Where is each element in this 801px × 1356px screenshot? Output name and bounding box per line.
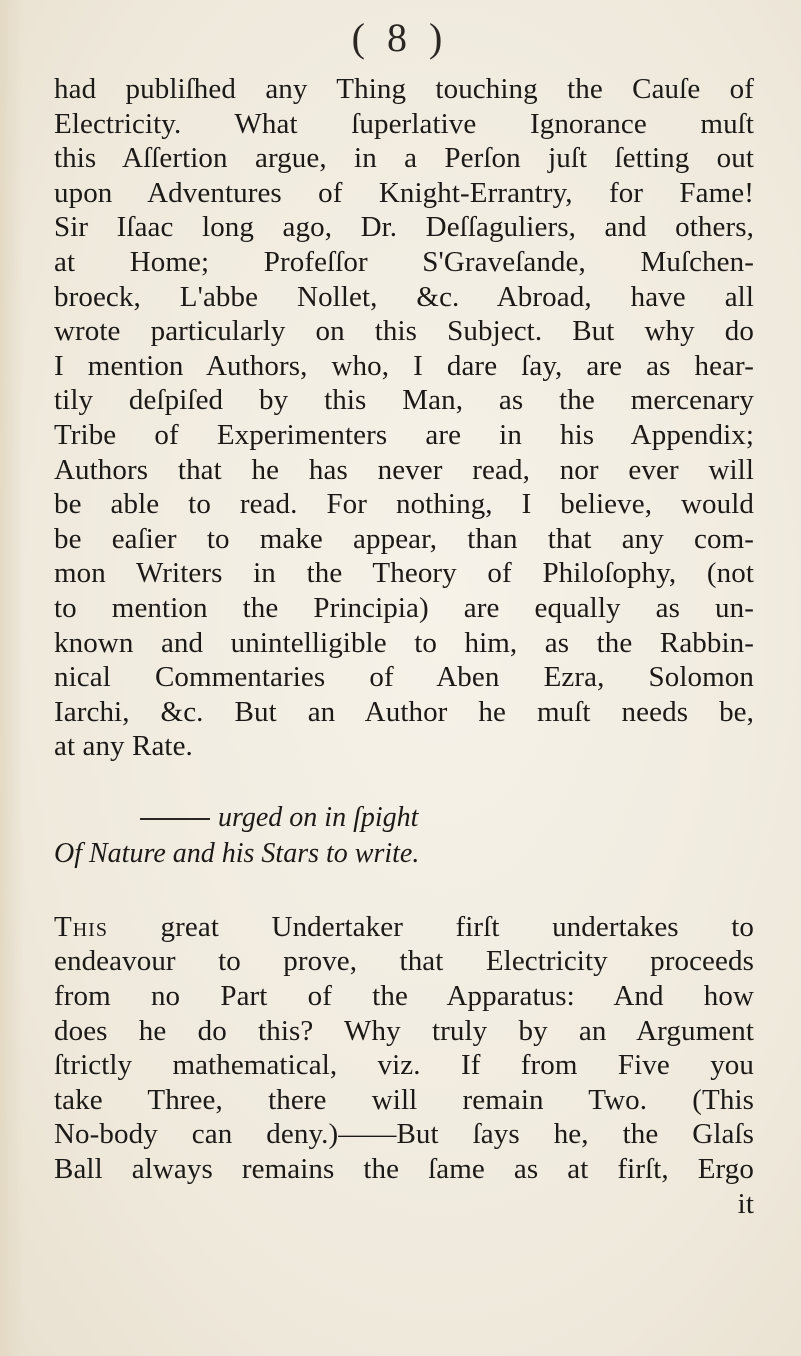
- text-line: Ball always remains the ſame as at firſt, Ergo: [54, 1153, 754, 1186]
- text-line: upon Adventures of Knight-Errantry, for Fame!: [54, 176, 754, 209]
- text-line: ſtrictly mathematical, viz. If from Five you: [54, 1049, 754, 1082]
- page-gutter-shadow: [0, 0, 24, 1356]
- text-line: No-body can deny.)——But ſays he, the Glaſs: [54, 1118, 754, 1151]
- text-line: be eaſier to make appear, than that any com-: [54, 522, 754, 555]
- text-line: to mention the Principia) are equally as un-: [54, 591, 754, 624]
- text-line: tily deſpiſed by this Man, as the mercenary: [54, 384, 754, 417]
- text-line: Sir Iſaac long ago, Dr. Deſſaguliers, and others,: [54, 211, 754, 244]
- text-line: be able to read. For nothing, I believe, would: [54, 488, 754, 521]
- text-line: Tribe of Experimenters are in his Appendix;: [54, 418, 754, 451]
- paragraph-2: [54, 910, 754, 1221]
- text-line: known and unintelligible to him, as the Rabbin-: [54, 626, 754, 659]
- text-line: [54, 910, 754, 945]
- quote-line: Of Nature and his Stars to write.: [54, 837, 420, 869]
- text-line: I mention Authors, who, I dare ſay, are as hear-: [54, 349, 754, 382]
- text-line: from no Part of the Apparatus: And how: [54, 980, 754, 1013]
- text-line: nical Commentaries of Aben Ezra, Solomon: [54, 661, 754, 694]
- opening-word: This: [54, 910, 108, 943]
- text-line: this Aſſertion argue, in a Perſon juſt ſetting out: [54, 142, 754, 175]
- opening-line-rest: great Undertaker firſt undertakes to: [107, 910, 754, 943]
- quote-line: [54, 800, 754, 836]
- page-body: [54, 72, 754, 1221]
- text-line: at any Rate.: [54, 730, 193, 763]
- text-line: Electricity. What ſuperlative Ignorance muſt: [54, 107, 754, 140]
- quote-text: urged on in ſpight: [218, 801, 419, 833]
- text-line: Authors that he has never read, nor ever will: [54, 453, 754, 486]
- paragraph-1: [54, 72, 754, 764]
- text-line: endeavour to prove, that Electricity proceeds: [54, 945, 754, 978]
- text-line: does he do this? Why truly by an Argument: [54, 1014, 754, 1047]
- verse-quotation: [54, 800, 754, 872]
- page-number: ( 8 ): [351, 15, 449, 60]
- text-line: take Three, there will remain Two. (This: [54, 1083, 754, 1116]
- quote-dash: [140, 818, 210, 820]
- text-line: at Home; Profeſſor S'Graveſande, Muſchen-: [54, 245, 754, 278]
- text-line: mon Writers in the Theory of Philoſophy, (not: [54, 557, 754, 590]
- catchword: it: [737, 1187, 754, 1220]
- text-line: Iarchi, &c. But an Author he muſt needs be,: [54, 695, 754, 728]
- text-line: had publiſhed any Thing touching the Cauſe of: [54, 73, 754, 105]
- text-line: broeck, L'abbe Nollet, &c. Abroad, have all: [54, 280, 754, 313]
- text-line: wrote particularly on this Subject. But why do: [54, 315, 754, 348]
